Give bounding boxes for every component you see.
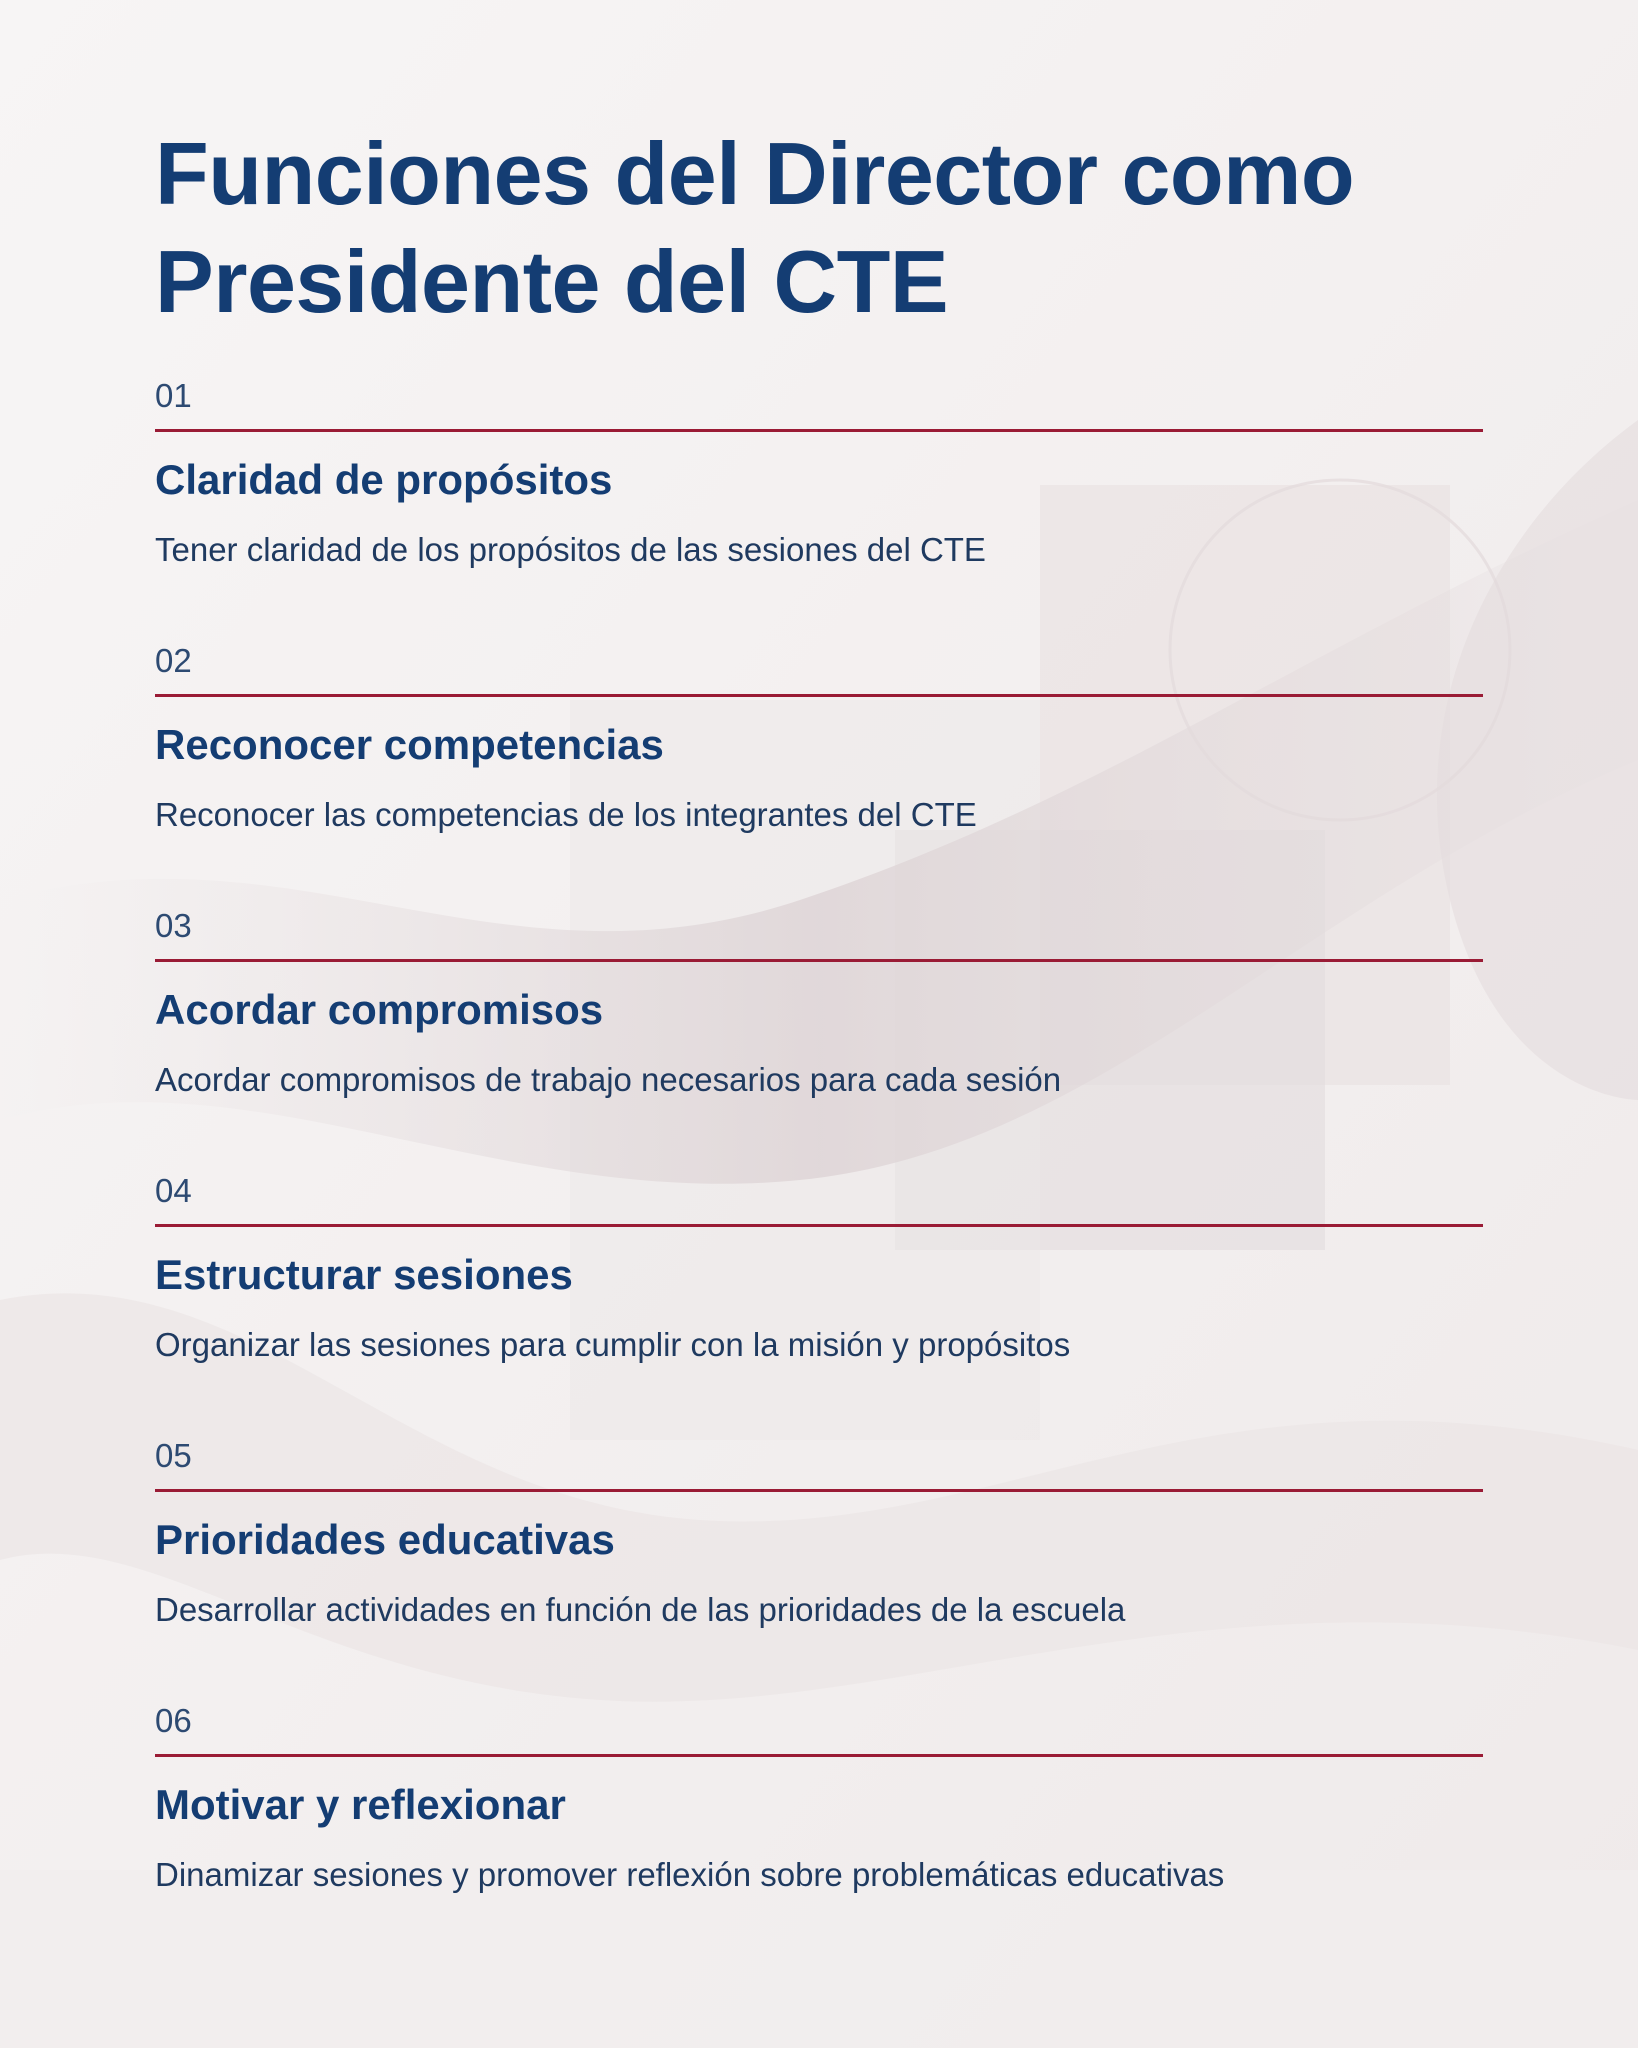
item-heading: Motivar y reflexionar [155, 1781, 566, 1828]
divider [155, 1754, 1483, 1757]
list-item [155, 1701, 1485, 1966]
main-content [155, 120, 1485, 1966]
divider [155, 429, 1483, 432]
page-title [155, 120, 1485, 336]
item-heading: Reconocer competencias [155, 721, 664, 768]
item-number: 05 [155, 1437, 192, 1474]
item-number: 06 [155, 1702, 192, 1739]
item-description: Acordar compromisos de trabajo necesarios para cada sesión [155, 1061, 1062, 1098]
item-number: 03 [155, 907, 192, 944]
item-number: 01 [155, 377, 192, 414]
divider [155, 694, 1483, 697]
item-description: Organizar las sesiones para cumplir con la misión y propósitos [155, 1326, 1071, 1363]
page-title-line-1: Funciones del Director como [155, 124, 1355, 223]
list-item [155, 1436, 1485, 1701]
divider [155, 1224, 1483, 1227]
page-title-line-2: Presidente del CTE [155, 232, 949, 331]
list-item [155, 906, 1485, 1171]
divider [155, 959, 1483, 962]
item-heading: Estructurar sesiones [155, 1251, 573, 1298]
item-heading: Claridad de propósitos [155, 456, 613, 503]
list-item [155, 376, 1485, 641]
divider [155, 1489, 1483, 1492]
item-description: Desarrollar actividades en función de las prioridades de la escuela [155, 1591, 1126, 1628]
item-heading: Prioridades educativas [155, 1516, 615, 1563]
list-item [155, 1171, 1485, 1436]
item-description: Reconocer las competencias de los integrantes del CTE [155, 796, 977, 833]
item-number: 02 [155, 642, 192, 679]
item-description: Tener claridad de los propósitos de las sesiones del CTE [155, 531, 986, 568]
item-description: Dinamizar sesiones y promover reflexión sobre problemáticas educativas [155, 1856, 1225, 1893]
functions-list [155, 376, 1485, 1966]
item-heading: Acordar compromisos [155, 986, 604, 1033]
item-number: 04 [155, 1172, 192, 1209]
list-item [155, 641, 1485, 906]
